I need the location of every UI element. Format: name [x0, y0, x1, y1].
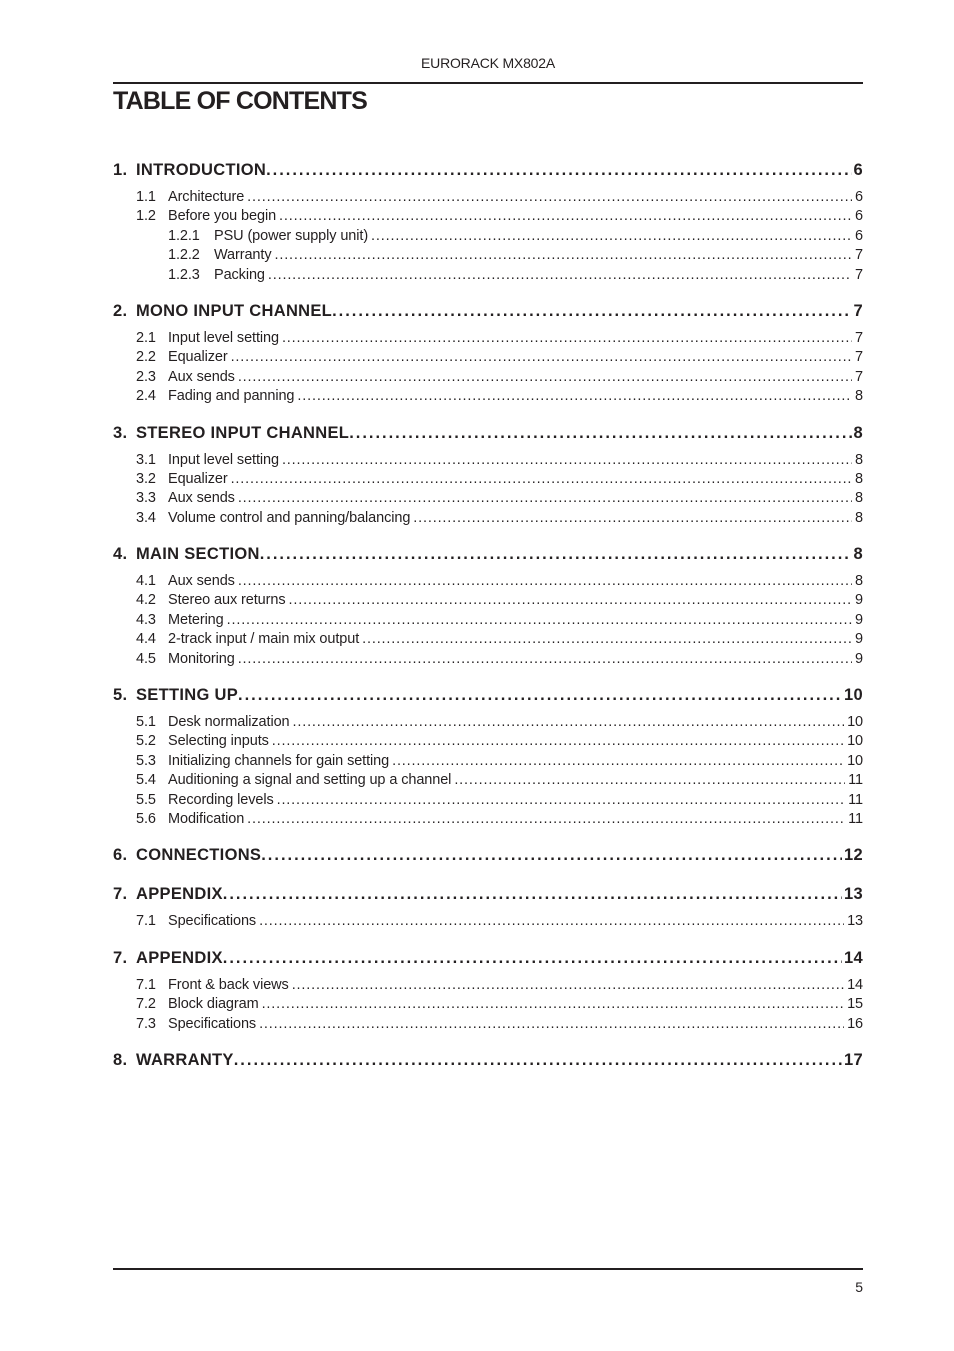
entry-page: 7 [855, 349, 863, 366]
chapter-title: INTRODUCTION [136, 161, 267, 179]
toc-chapter-entry[interactable] [113, 541, 863, 567]
dot-leader [223, 945, 842, 971]
entry-number: 4.5 [136, 650, 156, 667]
entry-title: Input level setting [168, 451, 279, 468]
dot-leader [297, 387, 852, 406]
dot-leader [282, 329, 852, 348]
chapter-page: 12 [844, 846, 863, 865]
dot-leader [289, 591, 853, 610]
entry-number: 2.3 [136, 368, 156, 385]
toc-subsection-list [113, 976, 863, 1034]
entry-number: 1.1 [136, 189, 156, 205]
dot-leader [260, 541, 852, 567]
entry-title: Metering [168, 611, 224, 628]
dot-leader [238, 650, 852, 669]
entry-number: 5.1 [136, 714, 156, 731]
toc-entry[interactable] [113, 509, 863, 528]
chapter-page: 8 [853, 423, 863, 442]
toc-entry[interactable] [113, 912, 863, 931]
page-header: EURORACK MX802A [421, 55, 555, 71]
entry-number: 3.3 [136, 490, 156, 507]
entry-number: 7.2 [136, 996, 156, 1013]
chapter-number: 8. [113, 1050, 128, 1069]
toc-chapter-entry[interactable] [113, 945, 863, 971]
entry-number: 5.5 [136, 791, 156, 808]
toc-section [113, 1047, 863, 1073]
entry-title: 2-track input / main mix output [168, 631, 360, 648]
dot-leader [262, 995, 844, 1014]
chapter-page: 17 [844, 1050, 863, 1069]
table-of-contents [113, 157, 863, 1073]
entry-number: 4.3 [136, 611, 156, 628]
dot-leader [279, 207, 852, 226]
toc-entry[interactable] [113, 329, 863, 348]
chapter-page: 7 [853, 301, 863, 320]
entry-number: 4.1 [136, 573, 156, 590]
toc-entry[interactable] [113, 368, 863, 387]
entry-page: 8 [855, 509, 863, 526]
entry-number: 4.2 [136, 592, 156, 609]
chapter-number: 6. [113, 846, 128, 865]
entry-title: Monitoring [168, 650, 235, 667]
dot-leader [282, 451, 852, 470]
entry-title: Front & back views [168, 976, 289, 993]
toc-subsection-list [113, 912, 863, 931]
entry-page: 9 [855, 611, 863, 628]
toc-entry[interactable] [113, 227, 863, 246]
entry-number: 1.2 [136, 208, 156, 225]
toc-entry[interactable] [113, 489, 863, 508]
toc-entry[interactable] [113, 207, 863, 226]
chapter-page: 13 [844, 885, 863, 904]
chapter-title: SETTING UP [136, 686, 239, 705]
toc-chapter-entry[interactable] [113, 157, 863, 183]
entry-title: Aux sends [168, 368, 235, 385]
dot-leader [292, 976, 844, 995]
entry-page: 9 [855, 592, 863, 609]
dot-leader [272, 732, 844, 751]
entry-title: Packing [214, 266, 265, 283]
entry-page: 8 [855, 451, 863, 468]
toc-entry[interactable] [113, 771, 863, 790]
chapter-title: MONO INPUT CHANNEL [136, 301, 333, 320]
section-gap [113, 829, 863, 842]
toc-subsection-list [113, 451, 863, 529]
dot-leader [223, 881, 842, 907]
chapter-title: APPENDIX [136, 885, 223, 904]
entry-title: Selecting inputs [168, 733, 269, 750]
chapter-title: CONNECTIONS [136, 846, 262, 865]
dot-leader [227, 611, 852, 630]
dot-leader [371, 227, 852, 246]
header-rule [113, 82, 863, 84]
toc-entry[interactable] [113, 650, 863, 669]
toc-section [113, 881, 863, 944]
entry-title: Desk normalization [168, 714, 290, 731]
entry-title: PSU (power supply unit) [214, 227, 369, 244]
entry-page: 10 [847, 714, 863, 731]
entry-title: Modification [168, 810, 245, 827]
dot-leader [238, 682, 842, 708]
entry-page: 8 [855, 573, 863, 590]
toc-section [113, 682, 863, 842]
dot-leader [231, 470, 852, 489]
dot-leader [332, 298, 851, 324]
entry-title: Specifications [168, 1015, 257, 1032]
dot-leader [231, 348, 852, 367]
entry-number: 7.3 [136, 1015, 156, 1032]
toc-entry[interactable] [113, 732, 863, 751]
entry-number: 1.2.1 [168, 227, 200, 244]
chapter-page: 8 [853, 545, 863, 564]
footer-rule [113, 1268, 863, 1270]
toc-subsection-list [113, 188, 863, 285]
toc-entry[interactable] [113, 1015, 863, 1034]
entry-page: 11 [848, 810, 863, 827]
dot-leader [238, 489, 852, 508]
toc-chapter-entry[interactable] [113, 298, 863, 324]
chapter-number: 7. [113, 948, 128, 967]
entry-title: Equalizer [168, 349, 228, 366]
entry-title: Architecture [168, 189, 245, 205]
toc-section [113, 842, 863, 881]
entry-number: 3.2 [136, 470, 156, 487]
section-gap [113, 285, 863, 298]
chapter-title: STEREO INPUT CHANNEL [136, 423, 350, 442]
entry-number: 4.4 [136, 631, 156, 648]
section-gap [113, 528, 863, 541]
entry-page: 8 [855, 388, 863, 405]
entry-page: 14 [847, 976, 863, 993]
toc-entry[interactable] [113, 348, 863, 367]
chapter-page: 10 [844, 686, 863, 705]
chapter-number: 2. [113, 301, 128, 320]
dot-leader [238, 368, 852, 387]
chapter-number: 5. [113, 686, 128, 705]
dot-leader [392, 752, 844, 771]
toc-entry[interactable] [113, 810, 863, 829]
entry-page: 6 [855, 227, 863, 244]
toc-entry[interactable] [113, 591, 863, 610]
entry-page: 8 [855, 490, 863, 507]
section-gap [113, 407, 863, 420]
entry-title: Auditioning a signal and setting up a channel [168, 772, 452, 789]
entry-title: Fading and panning [168, 388, 295, 405]
toc-section [113, 420, 863, 542]
dot-leader [259, 1015, 844, 1034]
entry-page: 9 [855, 650, 863, 667]
toc-entry[interactable] [113, 266, 863, 285]
toc-entry[interactable] [113, 791, 863, 810]
entry-page: 7 [855, 329, 863, 346]
toc-section [113, 157, 863, 298]
entry-title: Before you begin [168, 208, 277, 225]
toc-subsection-list [113, 713, 863, 829]
dot-leader [454, 771, 845, 790]
entry-title: Equalizer [168, 470, 228, 487]
chapter-page: 6 [853, 161, 863, 179]
entry-page: 7 [855, 368, 863, 385]
toc-entry[interactable] [113, 611, 863, 630]
entry-number: 2.2 [136, 349, 156, 366]
entry-number: 7.1 [136, 976, 156, 993]
dot-leader [293, 713, 845, 732]
toc-entry[interactable] [113, 995, 863, 1014]
entry-page: 7 [855, 247, 863, 264]
section-gap [113, 1034, 863, 1047]
entry-page: 16 [847, 1015, 863, 1032]
entry-title: Volume control and panning/balancing [168, 509, 411, 526]
toc-section [113, 298, 863, 420]
dot-leader [259, 912, 844, 931]
toc-subsection-list [113, 329, 863, 407]
entry-page: 11 [848, 791, 863, 808]
dot-leader [238, 572, 852, 591]
entry-page: 8 [855, 470, 863, 487]
chapter-title: WARRANTY [136, 1050, 234, 1069]
entry-title: Stereo aux returns [168, 592, 286, 609]
entry-page: 7 [855, 266, 863, 283]
dot-leader [261, 842, 842, 868]
toc-entry[interactable] [113, 387, 863, 406]
toc-chapter-entry[interactable] [113, 420, 863, 446]
entry-number: 5.2 [136, 733, 156, 750]
chapter-number: 7. [113, 885, 128, 904]
entry-title: Recording levels [168, 791, 274, 808]
toc-section [113, 541, 863, 682]
entry-page: 6 [855, 189, 863, 205]
page-number: 5 [855, 1279, 863, 1295]
dot-leader [234, 1047, 842, 1073]
entry-number: 2.4 [136, 388, 156, 405]
entry-page: 13 [847, 913, 863, 930]
page-title: TABLE OF CONTENTS [113, 87, 367, 115]
toc-entry[interactable] [113, 713, 863, 732]
dot-leader [413, 509, 852, 528]
toc-entry[interactable] [113, 246, 863, 265]
toc-chapter-entry[interactable] [113, 1047, 863, 1073]
entry-number: 5.3 [136, 752, 156, 769]
entry-title: Aux sends [168, 490, 235, 507]
chapter-title: MAIN SECTION [136, 545, 260, 564]
dot-leader [268, 266, 852, 285]
dot-leader [247, 188, 852, 207]
chapter-title: APPENDIX [136, 948, 223, 967]
entry-title: Specifications [168, 913, 257, 930]
toc-entry[interactable] [113, 188, 863, 207]
entry-title: Initializing channels for gain setting [168, 752, 390, 769]
entry-number: 5.4 [136, 772, 156, 789]
dot-leader [266, 157, 851, 183]
toc-entry[interactable] [113, 752, 863, 771]
entry-page: 11 [848, 772, 863, 789]
toc-entry[interactable] [113, 451, 863, 470]
dot-leader [349, 420, 851, 446]
section-gap [113, 868, 863, 881]
entry-title: Warranty [214, 247, 272, 264]
entry-page: 15 [847, 996, 863, 1013]
section-gap [113, 669, 863, 682]
entry-title: Block diagram [168, 996, 259, 1013]
toc-entry[interactable] [113, 572, 863, 591]
toc-entry[interactable] [113, 976, 863, 995]
entry-page: 10 [847, 752, 863, 769]
toc-section [113, 945, 863, 1047]
dot-leader [277, 791, 846, 810]
chapter-page: 14 [844, 948, 863, 967]
chapter-number: 1. [113, 161, 128, 179]
entry-number: 7.1 [136, 913, 156, 930]
section-gap [113, 932, 863, 945]
entry-page: 6 [855, 208, 863, 225]
toc-subsection-list [113, 572, 863, 669]
chapter-number: 4. [113, 545, 128, 564]
entry-number: 2.1 [136, 329, 156, 346]
toc-entry[interactable] [113, 470, 863, 489]
entry-number: 1.2.3 [168, 266, 200, 283]
toc-chapter-entry[interactable] [113, 842, 863, 868]
entry-number: 5.6 [136, 810, 156, 827]
dot-leader [274, 246, 852, 265]
toc-chapter-entry[interactable] [113, 682, 863, 708]
chapter-number: 3. [113, 423, 128, 442]
toc-entry[interactable] [113, 630, 863, 649]
entry-number: 3.1 [136, 451, 156, 468]
dot-leader [362, 630, 852, 649]
entry-page: 10 [847, 733, 863, 750]
entry-title: Input level setting [168, 329, 279, 346]
entry-number: 1.2.2 [168, 247, 200, 264]
entry-page: 9 [855, 631, 863, 648]
toc-chapter-entry[interactable] [113, 881, 863, 907]
entry-title: Aux sends [168, 573, 235, 590]
dot-leader [247, 810, 845, 829]
entry-number: 3.4 [136, 509, 156, 526]
